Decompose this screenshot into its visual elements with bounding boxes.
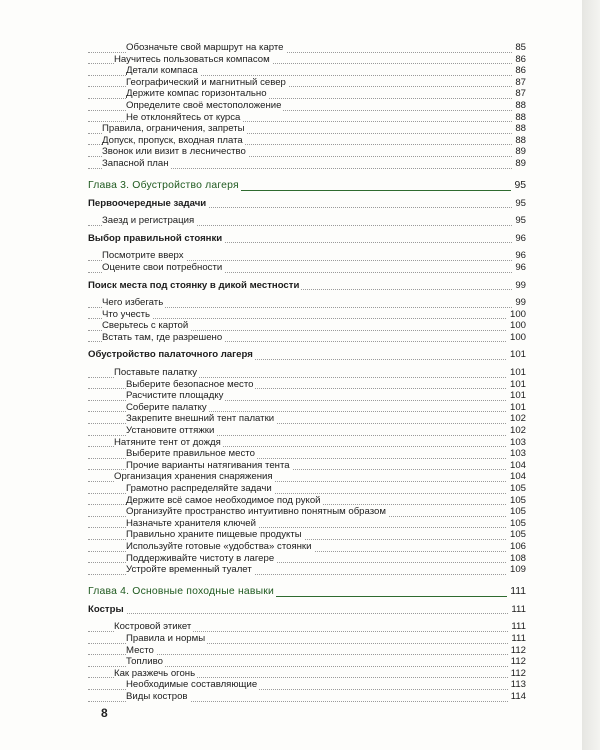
toc-page-number: 101 xyxy=(507,349,526,361)
toc-title: Выбор правильной стоянки xyxy=(88,232,223,244)
toc-page-number: 95 xyxy=(512,198,526,210)
toc-page-number: 104 xyxy=(507,471,526,483)
toc-page-number: 106 xyxy=(507,541,526,553)
toc-leader xyxy=(88,613,526,614)
toc-title: Костры xyxy=(88,603,124,615)
toc-page-number: 105 xyxy=(507,506,526,518)
toc-title: Закрепите внешний тент палатки xyxy=(126,413,275,425)
toc-title: Организация хранения снаряжения xyxy=(114,471,273,483)
toc-page-number: 96 xyxy=(512,250,526,262)
toc-title: Глава 4. Основные походные навыки xyxy=(88,585,274,597)
toc-subentry xyxy=(88,483,526,495)
toc-entry xyxy=(88,250,526,262)
toc-subentry xyxy=(88,448,526,460)
toc-entry xyxy=(88,123,526,135)
toc-page-number: 104 xyxy=(507,460,526,472)
toc-title: Первоочередные задачи xyxy=(88,197,207,209)
toc-title: Звонок или визит в лесничество xyxy=(102,146,246,158)
toc-page-number: 114 xyxy=(508,691,526,703)
toc-page-number: 88 xyxy=(512,100,526,112)
toc-entry xyxy=(88,215,526,227)
toc-section xyxy=(88,233,526,245)
toc-entry xyxy=(88,332,526,344)
toc-page-number: 88 xyxy=(512,135,526,147)
toc-page-number: 96 xyxy=(512,233,526,245)
toc-page-number: 89 xyxy=(512,146,526,158)
toc-page-number: 88 xyxy=(512,112,526,124)
toc-section xyxy=(88,604,526,616)
toc-title: Место xyxy=(126,644,154,656)
toc-page-number: 108 xyxy=(507,553,526,565)
toc-page-number: 88 xyxy=(512,123,526,135)
toc-page-number: 99 xyxy=(512,280,526,292)
toc-entry xyxy=(88,158,526,170)
toc-title: Используйте готовые «удобства» стоянки xyxy=(126,540,312,552)
toc-title: Не отклоняйтесь от курса xyxy=(126,111,241,123)
toc-title: Обозначьте свой маршрут на карте xyxy=(126,42,284,53)
toc-title: Оцените свои потребности xyxy=(102,261,223,273)
toc-section xyxy=(88,198,526,210)
toc-page-number: 113 xyxy=(508,679,526,691)
toc-page-number: 100 xyxy=(507,309,526,321)
toc-page-number: 102 xyxy=(507,413,526,425)
toc-page-number: 101 xyxy=(507,379,526,391)
toc-title: Организуйте пространство интуитивно понятным образом xyxy=(126,506,386,518)
toc-subentry xyxy=(88,379,526,391)
toc-entry xyxy=(88,135,526,147)
toc-subentry xyxy=(88,425,526,437)
toc-title: Чего избегать xyxy=(102,297,164,309)
toc-page-number: 111 xyxy=(508,604,526,616)
toc-page-number: 112 xyxy=(508,656,526,668)
toc-page-number: 109 xyxy=(507,564,526,576)
toc-title: Выберите правильное место xyxy=(126,448,255,460)
toc-title: Соберите палатку xyxy=(126,401,207,413)
toc-title: Что учесть xyxy=(102,308,151,320)
toc-title: Посмотрите вверх xyxy=(102,250,184,262)
toc-subsection xyxy=(88,54,526,66)
table-of-contents xyxy=(88,42,526,703)
toc-title: Географический и магнитный север xyxy=(126,76,286,88)
toc-entry xyxy=(88,146,526,158)
toc-page-number: 103 xyxy=(507,437,526,449)
toc-subentry xyxy=(88,633,526,645)
toc-subentry xyxy=(88,402,526,414)
toc-page-number: 100 xyxy=(507,332,526,344)
toc-page-number: 86 xyxy=(512,65,526,77)
toc-subsection xyxy=(88,471,526,483)
toc-page-number: 89 xyxy=(512,158,526,170)
toc-page-number: 101 xyxy=(507,390,526,402)
toc-title: Грамотно распределяйте задачи xyxy=(126,483,272,494)
toc-page-number: 101 xyxy=(507,402,526,414)
toc-page-number: 85 xyxy=(512,42,526,54)
toc-title: Заезд и регистрация xyxy=(102,215,195,227)
toc-title: Сверьтесь с картой xyxy=(102,320,189,332)
toc-title: Допуск, пропуск, входная плата xyxy=(102,134,243,146)
toc-subsection xyxy=(88,437,526,449)
toc-page-number: 103 xyxy=(507,448,526,460)
toc-entry xyxy=(88,309,526,321)
toc-page-number: 111 xyxy=(508,633,526,645)
toc-subentry xyxy=(88,506,526,518)
toc-subentry xyxy=(88,413,526,425)
toc-section xyxy=(88,349,526,361)
toc-page-number: 105 xyxy=(507,483,526,495)
toc-page-number: 101 xyxy=(507,367,526,379)
toc-title: Определите своё местоположение xyxy=(126,99,282,111)
toc-title: Встать там, где разрешено xyxy=(102,331,223,343)
toc-page-number: 111 xyxy=(508,621,526,633)
toc-leader xyxy=(88,318,526,319)
toc-subentry xyxy=(88,529,526,541)
toc-title: Установите оттяжки xyxy=(126,425,215,437)
toc-title: Расчистите площадку xyxy=(126,390,224,402)
toc-subentry xyxy=(88,77,526,89)
toc-subentry xyxy=(88,553,526,565)
toc-page-number: 112 xyxy=(508,668,526,680)
toc-title: Поставьте палатку xyxy=(114,367,198,379)
toc-chapter xyxy=(88,179,526,192)
toc-entry xyxy=(88,297,526,309)
toc-page-number: 100 xyxy=(507,320,526,332)
toc-page-number: 96 xyxy=(512,262,526,274)
toc-subentry xyxy=(88,112,526,124)
toc-title: Поиск места под стоянку в дикой местности xyxy=(88,279,300,291)
toc-title: Поддерживайте чистоту в лагере xyxy=(126,552,275,564)
toc-subentry xyxy=(88,564,526,576)
toc-subentry xyxy=(88,541,526,553)
toc-title: Правила, ограничения, запреты xyxy=(102,123,245,135)
toc-chapter xyxy=(88,585,526,598)
toc-page-number: 112 xyxy=(508,645,526,657)
toc-title: Устройте временный туалет xyxy=(126,564,252,576)
toc-page-number: 87 xyxy=(512,77,526,89)
toc-subsection xyxy=(88,668,526,680)
toc-subentry xyxy=(88,518,526,530)
toc-subsection xyxy=(88,367,526,379)
toc-title: Держите всё самое необходимое под рукой xyxy=(126,494,321,506)
toc-subentry xyxy=(88,495,526,507)
toc-page-number: 105 xyxy=(507,529,526,541)
toc-title: Костровой этикет xyxy=(114,621,192,633)
toc-page-number: 86 xyxy=(512,54,526,66)
toc-page-number: 105 xyxy=(507,495,526,507)
toc-subentry xyxy=(88,656,526,668)
toc-title: Правила и нормы xyxy=(126,632,206,644)
toc-subentry xyxy=(88,88,526,100)
toc-title: Как разжечь огонь xyxy=(114,667,196,679)
toc-title: Натяните тент от дождя xyxy=(114,436,221,448)
toc-entry xyxy=(88,262,526,274)
page-edge xyxy=(582,0,600,750)
toc-subentry xyxy=(88,42,526,54)
toc-page-number: 95 xyxy=(511,179,526,192)
toc-entry xyxy=(88,320,526,332)
toc-title: Выберите безопасное место xyxy=(126,378,254,390)
toc-title: Необходимые составляющие xyxy=(126,679,258,691)
toc-subentry xyxy=(88,460,526,472)
toc-title: Правильно храните пищевые продукты xyxy=(126,529,302,541)
toc-page-number: 95 xyxy=(512,215,526,227)
toc-subentry xyxy=(88,679,526,691)
toc-page-number: 105 xyxy=(507,518,526,530)
toc-subentry xyxy=(88,645,526,657)
toc-subentry xyxy=(88,65,526,77)
toc-title: Топливо xyxy=(126,656,163,668)
page-number: 8 xyxy=(101,706,108,720)
toc-title: Детали компаса xyxy=(126,65,198,77)
toc-title: Держите компас горизонтально xyxy=(126,88,267,100)
toc-subentry xyxy=(88,390,526,402)
toc-spacer xyxy=(88,170,526,179)
toc-page-number: 87 xyxy=(512,88,526,100)
toc-title: Прочие варианты натягивания тента xyxy=(126,459,290,471)
toc-section xyxy=(88,280,526,292)
toc-title: Глава 3. Обустройство лагеря xyxy=(88,179,239,191)
toc-title: Научитесь пользоваться компасом xyxy=(114,53,270,65)
toc-title: Назначьте хранителя ключей xyxy=(126,517,256,529)
toc-subentry xyxy=(88,100,526,112)
toc-page-number: 102 xyxy=(507,425,526,437)
toc-spacer xyxy=(88,576,526,585)
toc-page-number: 99 xyxy=(512,297,526,309)
toc-subsection xyxy=(88,621,526,633)
toc-subentry xyxy=(88,691,526,703)
toc-title: Обустройство палаточного лагеря xyxy=(88,349,253,361)
toc-title: Виды костров xyxy=(126,690,188,702)
toc-page-number: 111 xyxy=(507,585,526,598)
toc-title: Запасной план xyxy=(102,157,169,169)
